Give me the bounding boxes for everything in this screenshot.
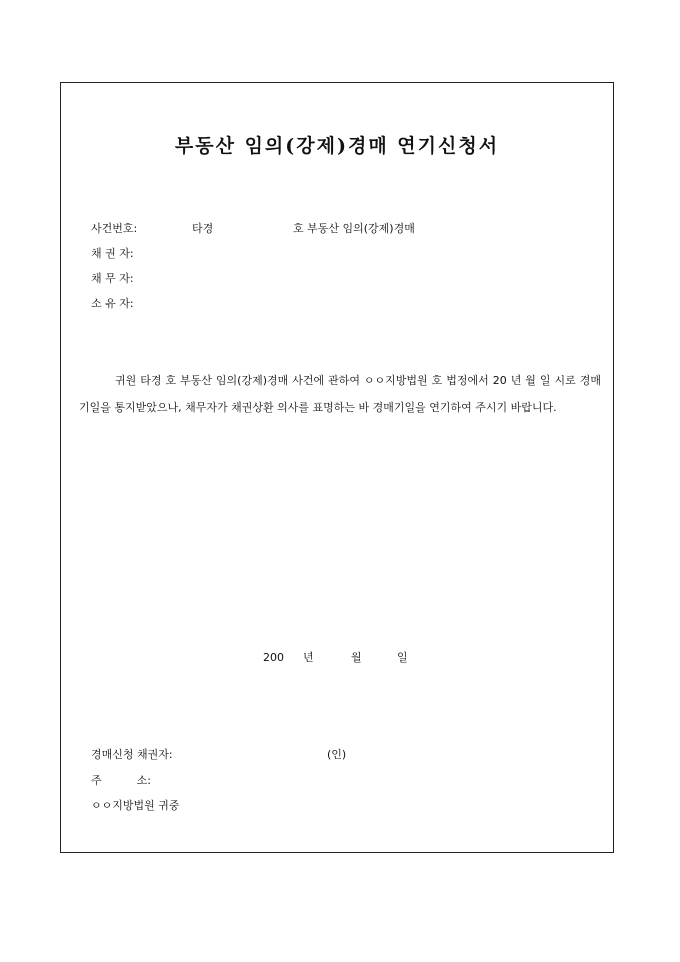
date-day-unit: 일 [397,651,408,664]
request-body [79,367,601,421]
case-number-description: 호 부동산 임의(강제)경매 [293,222,415,235]
address-label: 주 소: [91,774,151,787]
owner-label: 소 유 자: [91,297,134,310]
case-number-tag: 타경 [192,222,214,235]
date-year: 200 [263,651,284,664]
document-title: 부동산 임의(강제)경매 연기신청서 [174,135,500,157]
seal-mark: (인) [327,748,347,761]
date-line [263,649,408,665]
date-month-unit: 월 [351,651,362,664]
case-number-label: 사건번호: [91,222,138,235]
request-body-text: 귀원 타경 호 부동산 임의(강제)경매 사건에 관하여 ㅇㅇ지방법원 호 법정에서 20 년 월 일 시로 경매 기일을 통지받았으나, 채무자가 채권상환 의사를 표명하는 바 경매기일을 연기하여 주시기 바랍니다. [79,374,601,414]
date-year-unit: 년 [303,651,314,664]
debtor-label: 채 무 자: [91,272,134,285]
court-addressee: ㅇㅇ지방법원 귀중 [91,799,180,812]
creditor-label: 채 권 자: [91,247,134,260]
document-frame [60,82,614,853]
applicant-label: 경매신청 채권자: [91,748,173,761]
